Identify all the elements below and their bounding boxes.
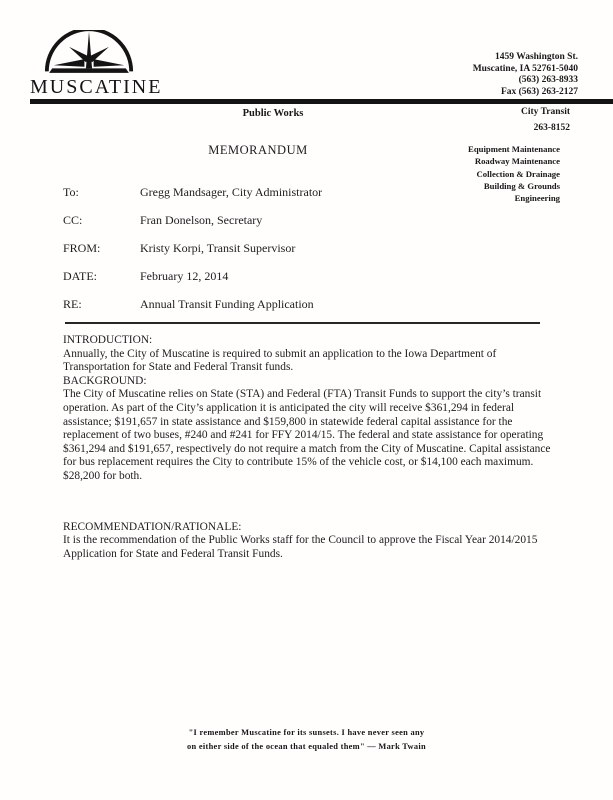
address-line: Muscatine, IA 52761-5040 [472,63,578,74]
section-background [63,375,552,484]
field-value: Annual Transit Funding Application [140,297,314,311]
footer-quote [0,726,613,753]
address-line: Fax (563) 263-2127 [500,86,578,97]
department-item: Collection & Drainage [476,168,560,179]
address-line: 1459 Washington St. [495,52,578,62]
section-body: It is the recommendation of the Public Works staff for the Council to approve the Fiscal Year 2014/2015 Application for State and Federal Transit Funds. [63,534,538,560]
field-label: CC: [63,213,83,227]
section-heading: INTRODUCTION: [63,334,153,346]
field-value: Fran Donelson, Secretary [140,213,263,227]
memo-body [63,334,552,561]
division-label: Public Works [242,108,304,119]
transit-contact [521,107,570,134]
memo-field-to [63,186,523,199]
city-logo [30,30,163,101]
section-introduction [63,334,552,375]
field-label: DATE: [63,269,97,283]
footer-quote-line: on either side of the ocean that equaled them" — Mark Twain [187,741,426,751]
memo-field-cc [63,214,523,227]
memo-head-divider-rule [65,322,540,324]
section-recommendation [63,521,552,562]
memo-field-re [63,298,523,311]
header-divider-rule [30,99,613,104]
contact-name: City Transit [521,107,570,117]
department-item: Building & Grounds [483,180,560,191]
contact-phone: 263-8152 [533,123,570,133]
section-body: The City of Muscatine relies on State (STA) and Federal (FTA) Transit Funds to support the city’s transit operation. As part of the City’s application it is anticipated the city will receive $361,294 in federal assistance; $191,657 in state assistance and $159,800 in statewide federal capital assistance for the replacement of two buses, #240 and #241 for FFY 2014/15. The federal and state assistance for operating $361,294 and $191,657, respectively do not require a match from the City of Muscatine. Capital assistance for bus replacement requires the City to contribute 15% of the vehicle cost, or $14,100 each maximum. $28,200 for both. [63,388,551,482]
field-label: To: [63,185,79,199]
letterhead-address [473,52,578,98]
department-item: Equipment Maintenance [468,144,560,154]
field-value: February 12, 2014 [140,269,229,283]
section-body: Annually, the City of Muscatine is required to submit an application to the Iowa Department of Transportation for State and Federal Transit funds. [63,347,497,374]
address-line: (563) 263-8933 [518,75,578,85]
field-label: RE: [63,297,82,311]
section-heading: RECOMMENDATION/RATIONALE: [63,520,242,533]
field-label: FROM: [63,241,101,255]
field-value: Gregg Mandsager, City Administrator [140,185,323,199]
memo-field-date [63,270,523,283]
memo-field-from [63,242,523,255]
memo-title: MEMORANDUM [208,143,308,157]
sunburst-arch-icon [30,30,148,76]
department-item: Roadway Maintenance [474,156,560,167]
memo-fields [63,186,523,326]
footer-quote-line: "I remember Muscatine for its sunsets. I have never seen any [188,728,425,737]
logo-city-name: MUSCATINE [30,76,150,101]
section-heading: BACKGROUND: [63,374,147,387]
field-value: Kristy Korpi, Transit Supervisor [140,241,296,255]
department-item: Engineering [514,193,560,204]
